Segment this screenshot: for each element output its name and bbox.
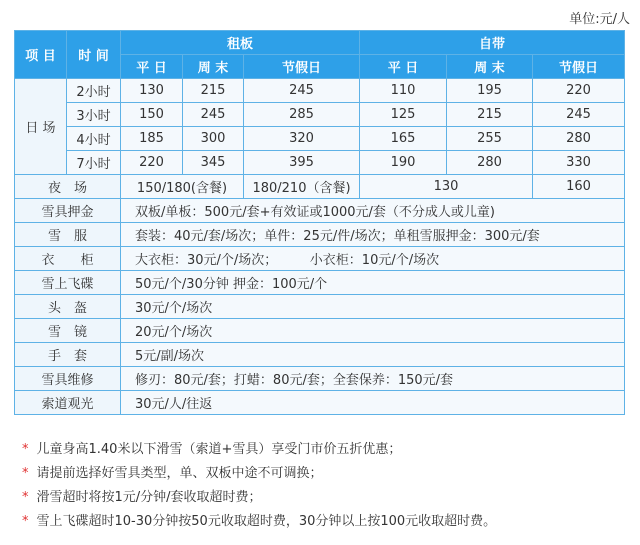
price-cell: 300 — [183, 127, 244, 151]
header-own-weekend: 周 末 — [447, 55, 533, 79]
time-cell: 7小时 — [67, 151, 121, 175]
table-row — [15, 367, 625, 391]
price-cell: 185 — [121, 127, 183, 151]
night-rent-a: 150/180(含餐) — [121, 175, 244, 199]
table-row — [15, 103, 625, 127]
note-item — [22, 486, 622, 510]
price-cell: 280 — [533, 127, 625, 151]
item-text: 修刃：80元/套；打蜡：80元/套；全套保养：150元/套 — [121, 367, 625, 391]
price-cell: 245 — [244, 79, 360, 103]
price-cell: 190 — [360, 151, 447, 175]
header-own-holiday: 节假日 — [533, 55, 625, 79]
item-label: 索道观光 — [15, 391, 121, 415]
table-row — [15, 391, 625, 415]
price-cell: 320 — [244, 127, 360, 151]
price-cell: 345 — [183, 151, 244, 175]
note-text: 儿童身高1.40米以下滑雪（索道+雪具）享受门市价五折优惠； — [36, 442, 402, 457]
price-cell: 125 — [360, 103, 447, 127]
asterisk-icon: * — [22, 514, 29, 529]
table-row — [15, 319, 625, 343]
item-label: 雪具押金 — [15, 199, 121, 223]
night-rent-b: 180/210（含餐) — [244, 175, 360, 199]
price-cell: 245 — [183, 103, 244, 127]
price-cell: 130 — [121, 79, 183, 103]
note-text: 滑雪超时将按1元/分钟/套收取超时费； — [36, 490, 262, 505]
notes-list — [22, 438, 622, 534]
item-text: 套装：40元/套/场次；单件：25元/件/场次；单租雪服押金：300元/套 — [121, 223, 625, 247]
note-text: 请提前选择好雪具类型，单、双板中途不可调换； — [36, 466, 323, 481]
price-cell: 280 — [447, 151, 533, 175]
price-cell: 150 — [121, 103, 183, 127]
price-cell: 245 — [533, 103, 625, 127]
item-label: 手 套 — [15, 343, 121, 367]
header-rent-holiday: 节假日 — [244, 55, 360, 79]
price-cell: 255 — [447, 127, 533, 151]
note-item — [22, 462, 622, 486]
price-cell: 395 — [244, 151, 360, 175]
item-text: 5元/副/场次 — [121, 343, 625, 367]
day-session-label: 日 场 — [15, 79, 67, 175]
table-row — [15, 247, 625, 271]
price-cell: 220 — [121, 151, 183, 175]
item-text: 双板/单板：500元/套+有效证或1000元/套（不分成人或儿童) — [121, 199, 625, 223]
header-own: 自带 — [360, 31, 625, 55]
item-text: 30元/个/场次 — [121, 295, 625, 319]
price-cell: 215 — [447, 103, 533, 127]
item-text: 大衣柜：30元/个/场次； 小衣柜：10元/个/场次 — [121, 247, 625, 271]
price-cell: 195 — [447, 79, 533, 103]
price-cell: 285 — [244, 103, 360, 127]
item-text: 30元/人/往返 — [121, 391, 625, 415]
table-row — [15, 127, 625, 151]
asterisk-icon: * — [22, 442, 29, 457]
price-cell: 330 — [533, 151, 625, 175]
header-time: 时 间 — [67, 31, 121, 79]
price-table — [14, 30, 625, 415]
unit-label: 单位:元/人 — [569, 12, 630, 27]
item-label: 雪 镜 — [15, 319, 121, 343]
item-label: 雪具维修 — [15, 367, 121, 391]
asterisk-icon: * — [22, 466, 29, 481]
night-own-a: 130 — [360, 175, 533, 199]
table-row — [15, 151, 625, 175]
time-cell: 2小时 — [67, 79, 121, 103]
table-row — [15, 223, 625, 247]
note-item — [22, 438, 622, 462]
item-label: 衣 柜 — [15, 247, 121, 271]
item-text: 50元/个/30分钟 押金：100元/个 — [121, 271, 625, 295]
price-cell: 215 — [183, 79, 244, 103]
price-cell: 165 — [360, 127, 447, 151]
night-own-b: 160 — [533, 175, 625, 199]
header-row-1 — [15, 31, 625, 55]
header-own-weekday: 平 日 — [360, 55, 447, 79]
asterisk-icon: * — [22, 490, 29, 505]
header-rent-weekend: 周 末 — [183, 55, 244, 79]
header-item: 项 目 — [15, 31, 67, 79]
table-row — [15, 79, 625, 103]
table-row — [15, 199, 625, 223]
header-rent-weekday: 平 日 — [121, 55, 183, 79]
item-label: 头 盔 — [15, 295, 121, 319]
time-cell: 4小时 — [67, 127, 121, 151]
note-item — [22, 510, 622, 534]
item-label: 雪 服 — [15, 223, 121, 247]
item-text: 20元/个/场次 — [121, 319, 625, 343]
table-row — [15, 295, 625, 319]
table-row — [15, 271, 625, 295]
header-rent: 租板 — [121, 31, 360, 55]
night-session-row — [15, 175, 625, 199]
note-text: 雪上飞碟超时10-30分钟按50元收取超时费，30分钟以上按100元收取超时费。 — [36, 514, 497, 529]
price-cell: 110 — [360, 79, 447, 103]
item-label: 雪上飞碟 — [15, 271, 121, 295]
time-cell: 3小时 — [67, 103, 121, 127]
price-cell: 220 — [533, 79, 625, 103]
table-row — [15, 343, 625, 367]
night-session-label: 夜 场 — [15, 175, 121, 199]
